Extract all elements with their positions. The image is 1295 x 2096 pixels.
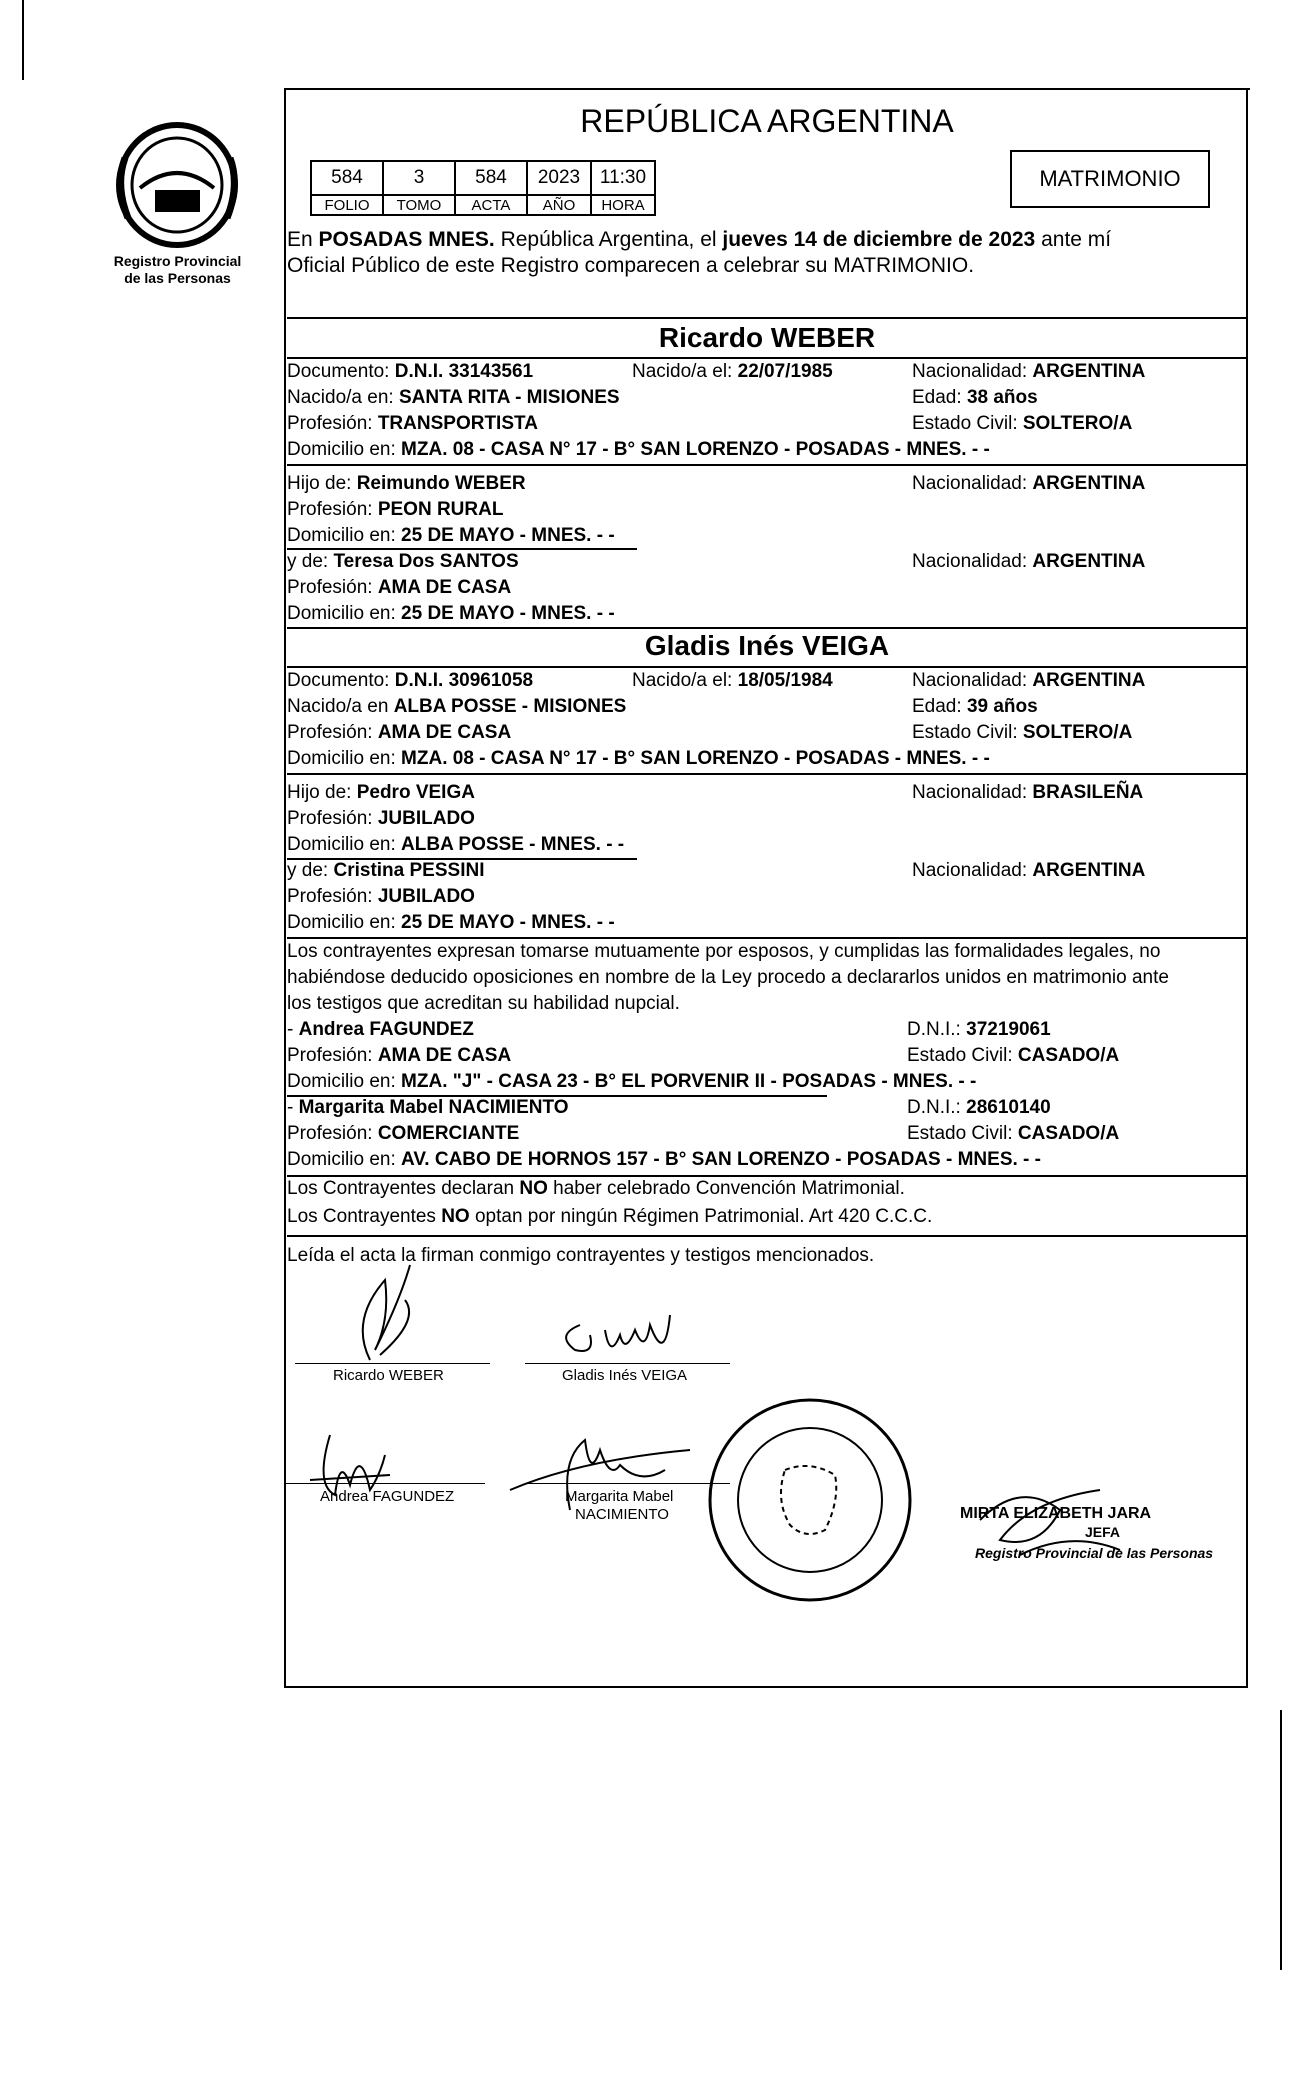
label: Domicilio en: — [287, 603, 402, 624]
witness-1-addr: MZA. "J" - CASA 23 - B° EL PORVENIR II - POSADAS - MNES. - - — [401, 1071, 977, 1092]
record-numbers — [310, 160, 656, 216]
text: haber celebrado Convención Matrimonial. — [547, 1178, 905, 1199]
witness-1-dni — [907, 1018, 1051, 1042]
groom-addr-line — [287, 438, 1247, 462]
anio-value: 2023 — [527, 161, 591, 195]
intro-text-e: ante mí — [1035, 228, 1112, 251]
bride-age — [912, 695, 1038, 719]
label: Nacionalidad: — [912, 860, 1033, 881]
witness-1-civil-value: CASADO/A — [1017, 1045, 1120, 1066]
bride-mother-addr: 25 DE MAYO - MNES. - - — [401, 912, 615, 933]
label: Estado Civil: — [907, 1045, 1018, 1066]
label: y de: — [287, 551, 334, 572]
witness-2-civil-value: CASADO/A — [1017, 1123, 1120, 1144]
intro-text-c: República Argentina, el — [494, 228, 723, 251]
text: Los Contrayentes — [287, 1206, 442, 1227]
bride-civil-value: SOLTERO/A — [1022, 722, 1133, 743]
org-name-line1: Registro Provincial — [113, 253, 242, 269]
divider — [287, 1235, 1247, 1237]
bride-father-addr: ALBA POSSE - MNES. - - — [401, 834, 625, 855]
groom-civil-value: SOLTERO/A — [1022, 413, 1133, 434]
groom-mother-line — [287, 550, 1247, 574]
bride-sign-line — [525, 1363, 730, 1364]
bride-nat — [912, 669, 1145, 693]
prefix: - — [287, 1097, 299, 1118]
label: Domicilio en: — [287, 525, 402, 546]
label: Domicilio en: — [287, 834, 402, 855]
label: D.N.I.: — [907, 1019, 967, 1040]
witness-2-civil — [907, 1122, 1119, 1146]
witness-2-dni — [907, 1096, 1051, 1120]
tomo-value: 3 — [383, 161, 455, 195]
official-name: MIRTA ELIZABETH JARA — [960, 1505, 1152, 1522]
margin-line-left — [22, 0, 24, 80]
official-seal — [700, 1390, 920, 1610]
bride-father-addr-line — [287, 833, 1247, 857]
label: Nacionalidad: — [912, 670, 1033, 691]
label: Profesión: — [287, 1045, 378, 1066]
divider — [287, 627, 1247, 629]
certificate-frame-left — [284, 88, 286, 1688]
bride-father-prof: JUBILADO — [377, 808, 475, 829]
bride-prof-line — [287, 721, 1247, 745]
witness-1-civil — [907, 1044, 1119, 1068]
record-type-box — [1010, 150, 1210, 208]
label: Nacido/a el: — [632, 361, 738, 382]
groom-mother: Teresa Dos SANTOS — [333, 551, 519, 572]
witness-2-prof-line — [287, 1122, 1247, 1146]
groom-born-value: 22/07/1985 — [737, 361, 833, 382]
witness1-sign-label: Andrea FAGUNDEZ — [320, 1488, 455, 1505]
margin-line-right — [1280, 1710, 1282, 1970]
groom-mother-prof-line — [287, 576, 1247, 600]
declaration-line-2: habiéndose deducido oposiciones en nombre de la Ley procedo a declararlos unidos en matrimonio ante — [287, 967, 1169, 988]
divider — [287, 317, 1247, 319]
bride-nat-value: ARGENTINA — [1032, 670, 1146, 691]
declaration-line-1: Los contrayentes expresan tomarse mutuamente por esposos, y cumplidas las formalidades legales, no — [287, 941, 1161, 962]
label: Profesión: — [287, 499, 378, 520]
label: Edad: — [912, 387, 967, 408]
witness2-signature — [490, 1420, 710, 1520]
bride-mother-prof: JUBILADO — [377, 886, 475, 907]
label: Hijo de: — [287, 782, 357, 803]
regime-line-2 — [287, 1205, 1247, 1229]
bride-doc-line — [287, 669, 1247, 693]
bride-civil — [912, 721, 1132, 745]
divider — [287, 937, 1247, 939]
official-role: JEFA — [1085, 1524, 1121, 1540]
bride-name: Gladis Inés VEIGA — [644, 630, 890, 661]
bride-father-nat — [912, 781, 1143, 805]
document-title: REPÚBLICA ARGENTINA — [580, 103, 954, 139]
regime-line-1 — [287, 1177, 1247, 1201]
label: Edad: — [912, 696, 967, 717]
label: Domicilio en: — [287, 912, 402, 933]
label: Nacionalidad: — [912, 551, 1033, 572]
regime-no-2: NO — [441, 1206, 470, 1227]
label: Profesión: — [287, 413, 378, 434]
bride-mother-nat-value: ARGENTINA — [1032, 860, 1146, 881]
bride-mother-nat — [912, 859, 1145, 883]
label: Profesión: — [287, 808, 378, 829]
intro-text-a: En — [287, 228, 319, 251]
bride-age-value: 39 años — [966, 696, 1038, 717]
groom-mother-nat-value: ARGENTINA — [1032, 551, 1146, 572]
groom-doc: D.N.I. 33143561 — [394, 361, 534, 382]
label: Domicilio en: — [287, 439, 402, 460]
text: optan por ningún Régimen Patrimonial. Art 420 C.C.C. — [469, 1206, 933, 1227]
bride-place: ALBA POSSE - MISIONES — [393, 696, 627, 717]
groom-age-value: 38 años — [966, 387, 1038, 408]
witness-2-name-line — [287, 1096, 1247, 1120]
groom-father-line — [287, 472, 1247, 496]
bride-father-nat-value: BRASILEÑA — [1032, 782, 1144, 803]
witness1-sign-line — [285, 1483, 485, 1484]
bride-mother-line — [287, 859, 1247, 883]
official-org: Registro Provincial de las Personas — [975, 1545, 1214, 1561]
acta-value: 584 — [455, 161, 527, 195]
label: Estado Civil: — [912, 413, 1023, 434]
anio-label: AÑO — [527, 195, 591, 215]
bride-mother-addr-line — [287, 911, 1247, 935]
groom-father-prof-line — [287, 498, 1247, 522]
label: D.N.I.: — [907, 1097, 967, 1118]
witness-2-name: Margarita Mabel NACIMIENTO — [298, 1097, 569, 1118]
witness-1-addr-line — [287, 1070, 1247, 1094]
bride-father: Pedro VEIGA — [356, 782, 475, 803]
witness2-sign-label-1: Margarita Mabel — [565, 1488, 674, 1505]
groom-father-prof: PEON RURAL — [377, 499, 504, 520]
groom-father: Reimundo WEBER — [356, 473, 526, 494]
hora-value: 11:30 — [591, 161, 655, 195]
folio-value: 584 — [311, 161, 383, 195]
divider — [287, 464, 1247, 466]
witness-1-prof: AMA DE CASA — [377, 1045, 512, 1066]
org-logo — [110, 118, 245, 253]
witness1-signature — [290, 1425, 400, 1525]
groom-prof-line — [287, 412, 1247, 436]
witness2-sign-label-2: NACIMIENTO — [575, 1506, 669, 1523]
groom-addr: MZA. 08 - CASA N° 17 - B° SAN LORENZO - POSADAS - MNES. - - — [401, 439, 990, 460]
label: Documento: — [287, 361, 395, 382]
groom-sign-line — [295, 1363, 490, 1364]
groom-father-nat-value: ARGENTINA — [1032, 473, 1146, 494]
label: Profesión: — [287, 1123, 378, 1144]
bride-born-value: 18/05/1984 — [737, 670, 833, 691]
bride-father-line — [287, 781, 1247, 805]
groom-signature — [330, 1260, 450, 1370]
bride-sign-label: Gladis Inés VEIGA — [562, 1367, 688, 1384]
label: Nacido/a en: — [287, 387, 399, 408]
label: Nacionalidad: — [912, 361, 1033, 382]
intro-line-2: Oficial Público de este Registro comparecen a celebrar su MATRIMONIO. — [287, 254, 975, 277]
bride-addr: MZA. 08 - CASA N° 17 - B° SAN LORENZO - POSADAS - MNES. - - — [401, 748, 990, 769]
groom-mother-addr-line — [287, 602, 1247, 626]
regime-no-1: NO — [519, 1178, 548, 1199]
groom-father-addr-line — [287, 524, 1247, 548]
groom-mother-prof: AMA DE CASA — [377, 577, 512, 598]
label: Hijo de: — [287, 473, 357, 494]
bride-father-prof-line — [287, 807, 1247, 831]
label: Estado Civil: — [907, 1123, 1018, 1144]
label: Domicilio en: — [287, 1149, 402, 1170]
label: Nacido/a el: — [632, 670, 738, 691]
divider — [287, 666, 1247, 668]
witness-2-dni-value: 28610140 — [966, 1097, 1051, 1118]
label: Nacionalidad: — [912, 782, 1033, 803]
bride-prof: AMA DE CASA — [377, 722, 512, 743]
groom-born — [632, 360, 833, 384]
witness-1-name-line — [287, 1018, 1247, 1042]
label: Nacido/a en — [287, 696, 394, 717]
groom-place-line — [287, 386, 1247, 410]
groom-civil — [912, 412, 1132, 436]
groom-mother-addr: 25 DE MAYO - MNES. - - — [401, 603, 615, 624]
bride-place-line — [287, 695, 1247, 719]
label: Domicilio en: — [287, 748, 402, 769]
hora-label: HORA — [591, 195, 655, 215]
text: Los Contrayentes declaran — [287, 1178, 520, 1199]
groom-nat-value: ARGENTINA — [1032, 361, 1146, 382]
declaration-line-3: los testigos que acreditan su habilidad nupcial. — [287, 993, 680, 1014]
tomo-label: TOMO — [383, 195, 455, 215]
groom-nat — [912, 360, 1145, 384]
label: y de: — [287, 860, 334, 881]
record-type: MATRIMONIO — [1039, 166, 1181, 191]
label: Domicilio en: — [287, 1071, 402, 1092]
label: Nacionalidad: — [912, 473, 1033, 494]
divider — [287, 357, 1247, 359]
witness-2-prof: COMERCIANTE — [377, 1123, 520, 1144]
witness-1-prof-line — [287, 1044, 1247, 1068]
prefix: - — [287, 1019, 299, 1040]
witness-1-name: Andrea FAGUNDEZ — [298, 1019, 474, 1040]
divider — [287, 773, 1247, 775]
intro-place: POSADAS MNES. — [318, 228, 495, 251]
bride-signature — [550, 1305, 690, 1375]
groom-mother-nat — [912, 550, 1145, 574]
bride-mother: Cristina PESSINI — [333, 860, 485, 881]
groom-father-nat — [912, 472, 1145, 496]
acta-label: ACTA — [455, 195, 527, 215]
certificate-frame-top — [284, 88, 1250, 90]
groom-name: Ricardo WEBER — [658, 322, 876, 353]
bride-born — [632, 669, 833, 693]
witness-1-dni-value: 37219061 — [966, 1019, 1051, 1040]
label: Profesión: — [287, 577, 378, 598]
groom-place: SANTA RITA - MISIONES — [398, 387, 620, 408]
label: Documento: — [287, 670, 395, 691]
org-name — [95, 253, 260, 287]
label: Estado Civil: — [912, 722, 1023, 743]
bride-mother-prof-line — [287, 885, 1247, 909]
bride-doc: D.N.I. 30961058 — [394, 670, 534, 691]
groom-prof: TRANSPORTISTA — [377, 413, 538, 434]
label: Profesión: — [287, 886, 378, 907]
bride-addr-line — [287, 747, 1247, 771]
witness-2-addr-line — [287, 1148, 1247, 1172]
intro-line-1 — [287, 228, 1247, 252]
intro-date: jueves 14 de diciembre de 2023 — [722, 228, 1036, 251]
label: Profesión: — [287, 722, 378, 743]
closing-text: Leída el acta la firman conmigo contrayentes y testigos mencionados. — [287, 1245, 875, 1266]
groom-doc-line — [287, 360, 1247, 384]
org-name-line2: de las Personas — [124, 270, 231, 286]
groom-age — [912, 386, 1038, 410]
folio-label: FOLIO — [311, 195, 383, 215]
groom-sign-label: Ricardo WEBER — [333, 1367, 444, 1384]
witness-2-addr: AV. CABO DE HORNOS 157 - B° SAN LORENZO - POSADAS - MNES. - - — [401, 1149, 1041, 1170]
groom-father-addr: 25 DE MAYO - MNES. - - — [401, 525, 615, 546]
